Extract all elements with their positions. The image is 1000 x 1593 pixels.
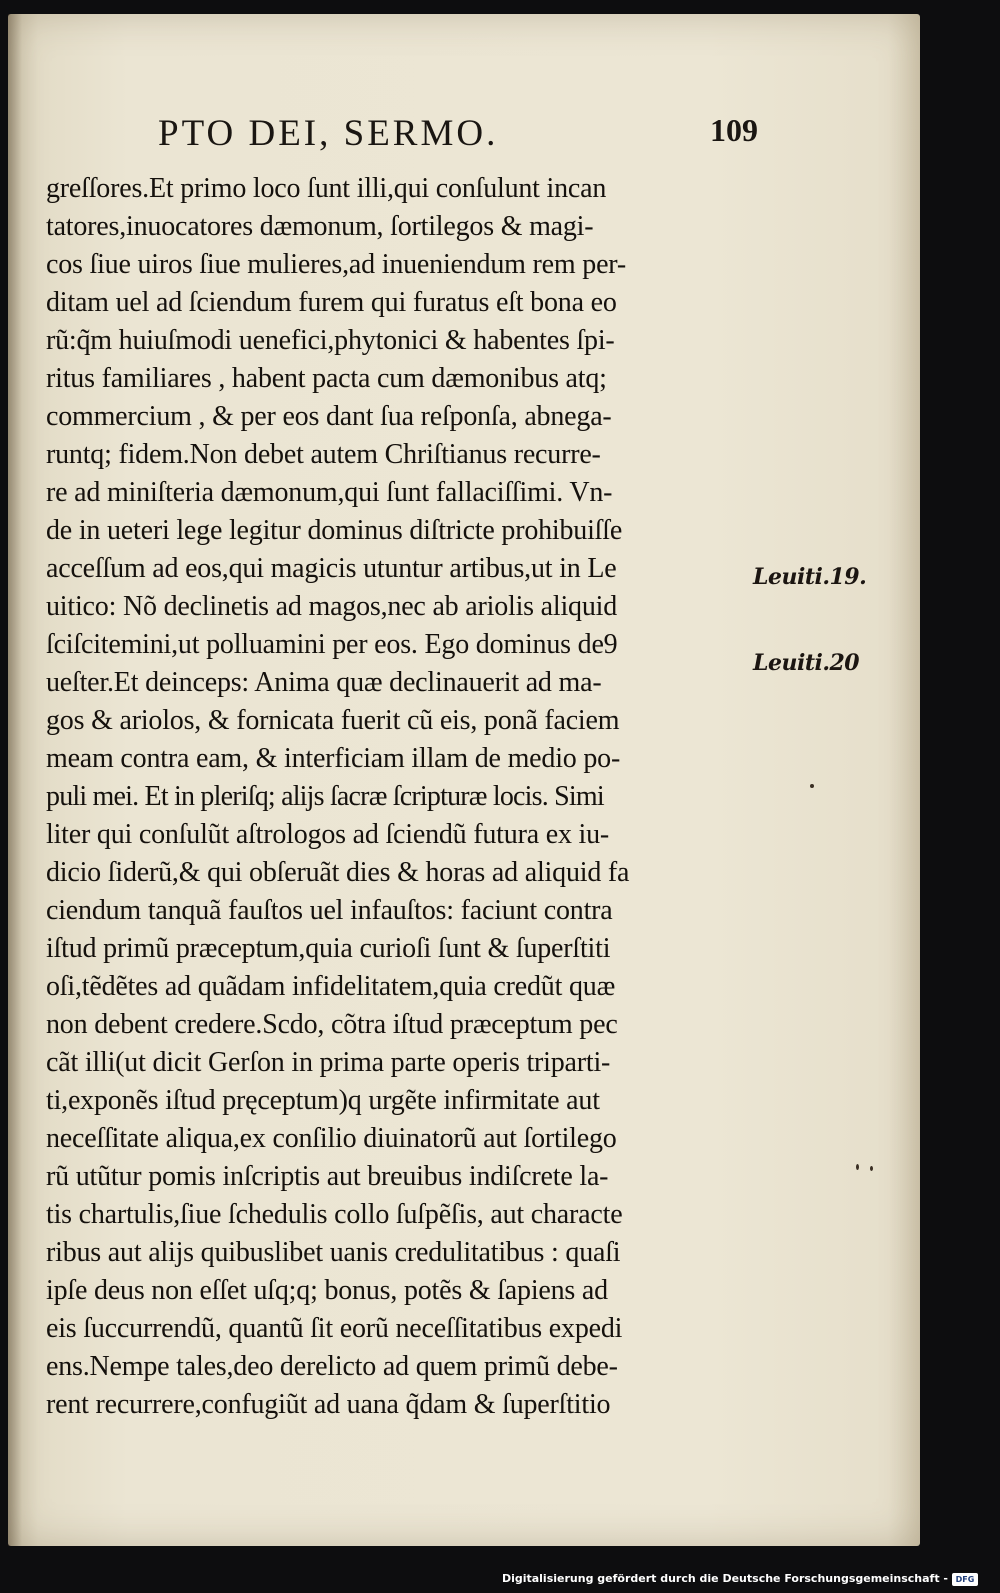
text-line: re ad miniſteria dæmonum,qui ſunt fallaciſſimi. Vn- [46, 477, 613, 508]
text-line: ciendum tanquã fauſtos uel infauſtos: faciunt contra [46, 895, 613, 926]
book-page [8, 14, 920, 1546]
text-line: tis chartulis,ſiue ſchedulis collo ſuſpẽſis, aut characte [46, 1199, 623, 1230]
text-line: uitico: Nõ declinetis ad magos,nec ab ariolis aliquid [46, 591, 618, 622]
text-line: meam contra eam, & interficiam illam de medio po- [46, 743, 621, 774]
text-line: neceſſitate aliqua,ex conſilio diuinatorũ aut ſortilego [46, 1123, 617, 1154]
text-line: ditam uel ad ſciendum furem qui furatus eſt bona eo [46, 287, 617, 318]
footer-band [0, 1563, 1000, 1593]
page-header [158, 112, 758, 162]
text-line: non debent credere.Scdo, cõtra iſtud præceptum pec [46, 1009, 618, 1040]
margin-note: Leuiti.19. [753, 564, 867, 590]
text-line: greſſores.Et primo loco ſunt illi,qui conſulunt incan [46, 173, 607, 204]
text-line: ipſe deus non eſſet uſq;q; bonus, potẽs & ſapiens ad [46, 1275, 608, 1306]
dfg-logo: DFG [952, 1573, 978, 1586]
paper-speck [810, 784, 814, 788]
text-line: ti,exponẽs iſtud pręceptum)q urgẽte infirmitate aut [46, 1085, 600, 1116]
text-line: liter qui conſulũt aſtrologos ad ſciendũ futura ex iu- [46, 819, 610, 850]
funding-credit: Digitalisierung gefördert durch die Deutsche Forschungsgemeinschaft - [501, 1572, 948, 1585]
text-line: puli mei. Et in pleriſq; alijs ſacræ ſcripturæ locis. Simi [46, 781, 604, 812]
text-line: acceſſum ad eos,qui magicis utuntur artibus,ut in Le [46, 553, 617, 584]
margin-note: Leuiti.20 [753, 650, 860, 676]
text-line: dicio ſiderũ,& qui obſeruãt dies & horas ad aliquid fa [46, 857, 630, 888]
text-line: ſciſcitemini,ut polluamini per eos. Ego dominus de9 [46, 629, 618, 660]
text-line: oſi,tẽdẽtes ad quãdam infidelitatem,quia credũt quæ [46, 971, 616, 1002]
text-line: ribus aut alijs quibuslibet uanis credulitatibus : quaſi [46, 1237, 621, 1268]
text-line: rent recurrere,confugiũt ad uana q̃dam & ſuperſtitio [46, 1389, 611, 1420]
text-line: cos ſiue uiros ſiue mulieres,ad inueniendum rem per- [46, 249, 626, 280]
text-line: gos & ariolos, & fornicata fuerit cũ eis, ponã faciem [46, 705, 620, 736]
text-line: commercium , & per eos dant ſua reſponſa, abnega- [46, 401, 612, 432]
text-line: tatores,inuocatores dæmonum, ſortilegos & magi- [46, 211, 594, 242]
running-head: PTO DEI, SERMO. [158, 113, 499, 154]
text-line: rũ utũtur pomis inſcriptis aut breuibus indiſcrete la- [46, 1161, 609, 1192]
paper-speck [870, 1166, 873, 1171]
page-number: 109 [710, 112, 758, 148]
text-line: iſtud primũ præceptum,quia curioſi ſunt & ſuperſtiti [46, 933, 611, 964]
text-line: ens.Nempe tales,deo derelicto ad quem primũ debe- [46, 1351, 618, 1382]
paper-speck [856, 1164, 859, 1170]
text-line: cãt illi(ut dicit Gerſon in prima parte operis triparti- [46, 1047, 611, 1078]
text-line: eis ſuccurrendũ, quantũ ſit eorũ neceſſitatibus expedi [46, 1313, 623, 1344]
text-line: de in ueteri lege legitur dominus diſtricte prohibuiſſe [46, 515, 623, 546]
text-line: runtq; fidem.Non debet autem Chriſtianus recurre- [46, 439, 601, 470]
text-line: ritus familiares , habent pacta cum dæmonibus atq; [46, 363, 607, 394]
text-line: rũ:q̃m huiuſmodi uenefici,phytonici & habentes ſpi- [46, 325, 615, 356]
text-line: ueſter.Et deinceps: Anima quæ declinauerit ad ma- [46, 667, 602, 698]
body-text [46, 170, 758, 1424]
